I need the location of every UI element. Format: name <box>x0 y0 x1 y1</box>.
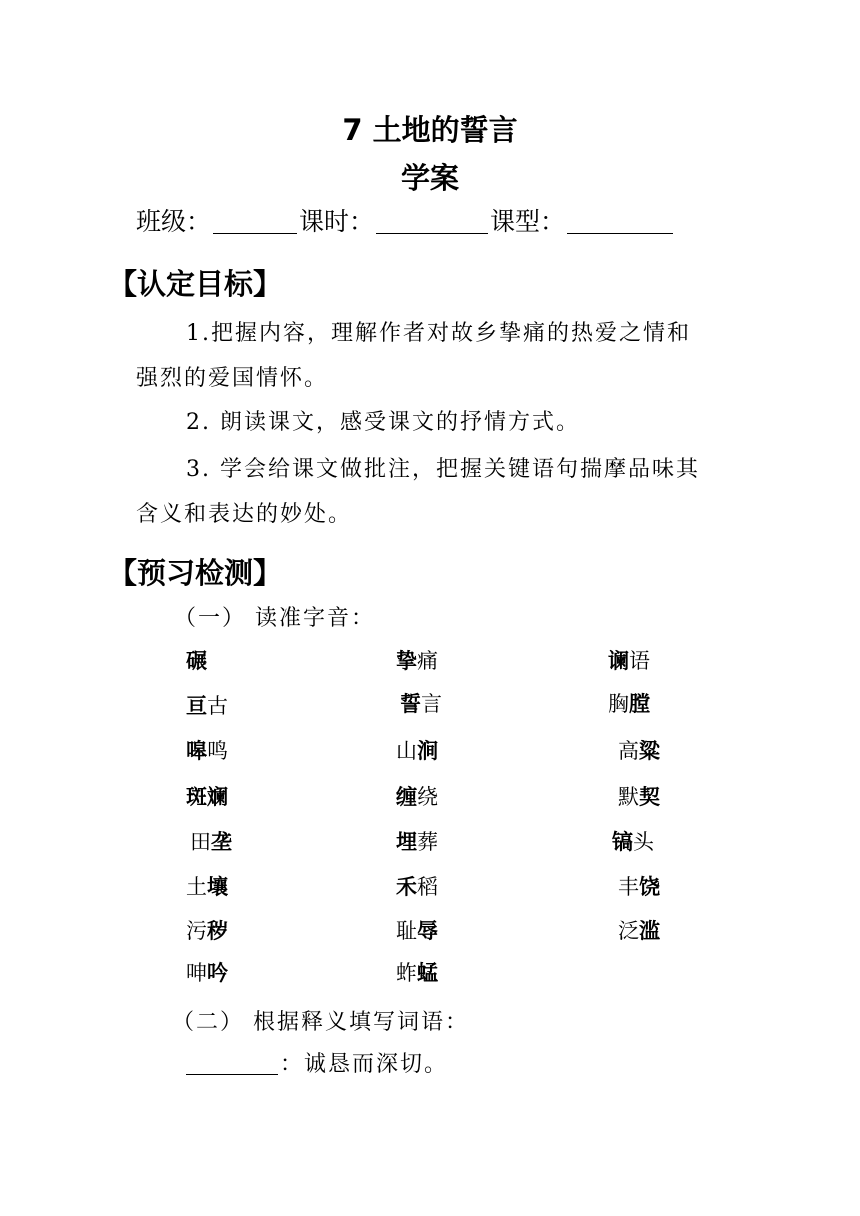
goal-1-line1: 1.把握内容，理解作者对故乡挚痛的热爱之情和 <box>186 321 691 346</box>
word-item: 誓言 <box>400 692 442 716</box>
word-item: 斑斓 <box>186 785 228 809</box>
word-item: 泛滥 <box>618 919 660 943</box>
word-item: 丰饶 <box>618 875 660 899</box>
word-item: 呻吟 <box>186 961 228 985</box>
part1-heading: （一） 读准字音： <box>174 606 375 631</box>
word-item: 山涧 <box>396 739 438 763</box>
word-item: 土壤 <box>186 875 228 899</box>
word-item: 污秽 <box>186 919 228 943</box>
word-item: 嗥鸣 <box>186 739 228 763</box>
goal-2: 2. 朗读课文，感受课文的抒情方式。 <box>186 410 580 435</box>
document-subtitle: 学案 <box>400 161 459 195</box>
document-title: 7 土地的誓言 <box>342 113 518 147</box>
word-item: 高粱 <box>618 739 660 763</box>
word-item: 缠绕 <box>396 785 438 809</box>
goal-3-line1: 3. 学会给课文做批注，把握关键语句揣摩品味其 <box>186 457 700 482</box>
class-label: 班级： <box>136 207 212 236</box>
word-item: 谰语 <box>608 649 650 673</box>
goal-3-line2: 含义和表达的妙处。 <box>136 502 353 527</box>
goals-heading: 【认定目标】 <box>108 267 283 301</box>
type-label: 课型： <box>490 207 566 236</box>
period-label: 课时： <box>299 207 375 236</box>
meta-line <box>136 202 675 238</box>
goal-1-line2: 强烈的爱国情怀。 <box>136 366 329 391</box>
word-item: 胸膛 <box>608 692 650 716</box>
word-item: 蚱蜢 <box>396 961 438 985</box>
word-item: 碾 <box>186 649 207 673</box>
word-item: 禾稻 <box>396 875 438 899</box>
type-blank <box>567 232 673 234</box>
word-item: 镐头 <box>612 830 654 854</box>
fill-in-item <box>186 1047 448 1078</box>
word-item: 埋葬 <box>396 830 438 854</box>
word-item: 耻辱 <box>396 919 438 943</box>
part2-heading: （二） 根据释义填写词语： <box>172 1010 469 1035</box>
class-blank <box>213 232 297 234</box>
period-blank <box>376 232 488 234</box>
word-item: 默契 <box>618 785 660 809</box>
word-item: 挚痛 <box>396 649 438 673</box>
preview-heading: 【预习检测】 <box>108 556 283 590</box>
word-item: 田垄 <box>190 830 232 854</box>
fill-in-definition: ：诚恳而深切。 <box>280 1052 449 1077</box>
word-item: 亘古 <box>186 694 228 718</box>
answer-blank <box>186 1073 278 1075</box>
